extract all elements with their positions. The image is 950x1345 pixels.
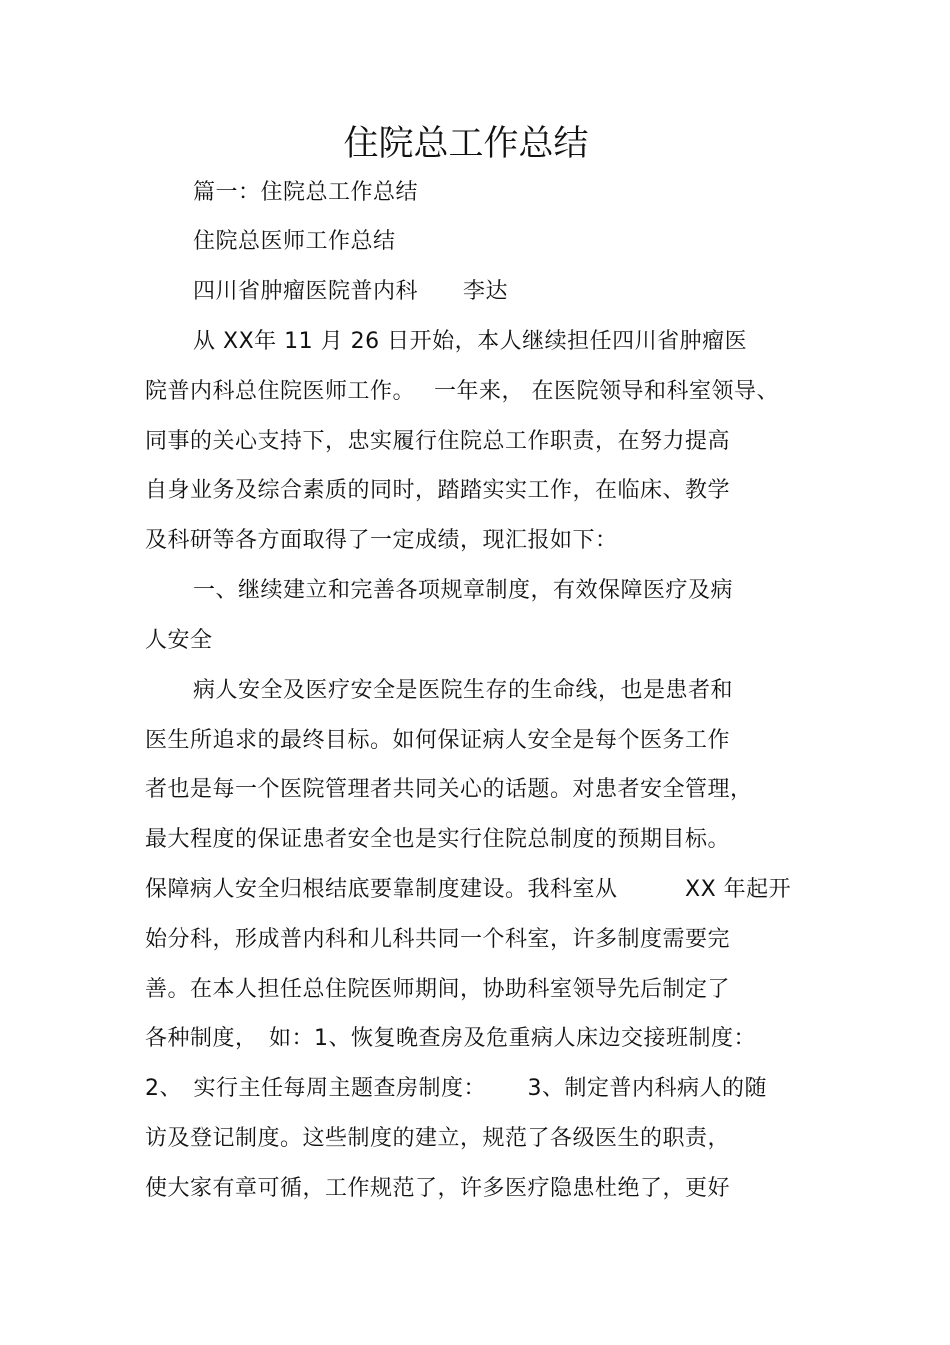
body-line: 始分科，形成普内科和儿科共同一个科室，许多制度需要完 bbox=[145, 927, 731, 952]
body-line: 及科研等各方面取得了一定成绩，现汇报如下： bbox=[145, 528, 618, 553]
body-line: 病人安全及医疗安全是医院生存的生命线，也是患者和 bbox=[193, 678, 734, 703]
subtitle-line: 篇一：住院总工作总结 bbox=[193, 180, 419, 205]
body-line: 各种制度， 如：1、恢复晚查房及危重病人床边交接班制度： bbox=[145, 1026, 756, 1051]
body-line: 2、 实行主任每周主题查房制度： 3、制定普内科病人的随 bbox=[145, 1076, 767, 1101]
section-heading-line: 一、继续建立和完善各项规章制度，有效保障医疗及病 bbox=[193, 578, 734, 603]
body-line: 最大程度的保证患者安全也是实行住院总制度的预期目标。 bbox=[145, 827, 731, 852]
body-line: 院普内科总住院医师工作。 一年来， 在医院领导和科室领导、 bbox=[145, 379, 779, 404]
body-line: 善。在本人担任总住院医师期间，协助科室领导先后制定了 bbox=[145, 977, 731, 1002]
heading-line: 住院总医师工作总结 bbox=[193, 229, 396, 254]
body-line: 从 XX年 11 月 26 日开始，本人继续担任四川省肿瘤医 bbox=[193, 329, 748, 354]
body-line: 同事的关心支持下，忠实履行住院总工作职责，在努力提高 bbox=[145, 429, 731, 454]
body-line: 使大家有章可循，工作规范了，许多医疗隐患杜绝了，更好 bbox=[145, 1176, 731, 1201]
body-line: 自身业务及综合素质的同时，踏踏实实工作，在临床、教学 bbox=[145, 478, 731, 503]
body-line: 者也是每一个医院管理者共同关心的话题。对患者安全管理， bbox=[145, 777, 753, 802]
document-title: 住院总工作总结 bbox=[343, 124, 589, 164]
section-heading-line: 人安全 bbox=[145, 628, 213, 653]
author-line: 四川省肿瘤医院普内科 李达 bbox=[193, 279, 509, 304]
body-line: 保障病人安全归根结底要靠制度建设。我科室从 XX 年起开 bbox=[145, 877, 792, 902]
body-line: 医生所追求的最终目标。如何保证病人安全是每个医务工作 bbox=[145, 728, 731, 753]
body-line: 访及登记制度。这些制度的建立，规范了各级医生的职责， bbox=[145, 1126, 731, 1151]
